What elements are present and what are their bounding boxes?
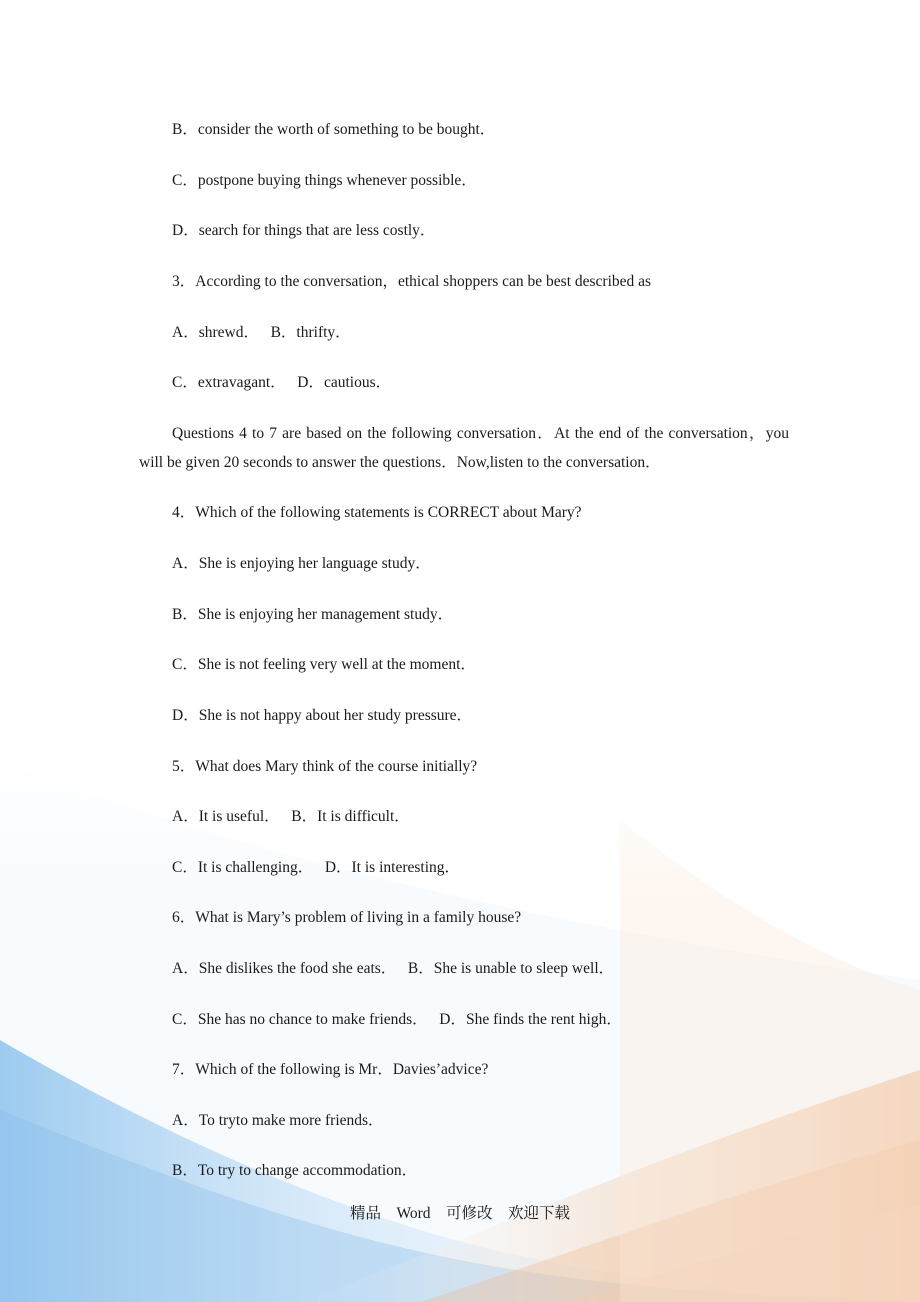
- option-line: A．shrewd． B．thrifty．: [172, 324, 351, 341]
- option-line: A．She dislikes the food she eats． B．She is unable to sleep well．: [172, 960, 615, 977]
- option-line: A．She is enjoying her language study．: [172, 555, 431, 572]
- option-line: B．She is enjoying her management study．: [172, 606, 454, 623]
- question-line: 3．According to the conversation，ethical shoppers can be best described as: [172, 273, 652, 290]
- question-line: 4．Which of the following statements is CORRECT about Mary?: [172, 504, 582, 521]
- page-footer: 精品 Word 可修改 欢迎下载: [349, 1205, 571, 1222]
- question-line: 7．Which of the following is Mr．Davies’advice?: [172, 1061, 489, 1078]
- option-line: C．It is challenging． D．It is interesting．: [172, 859, 461, 876]
- option-line: A．To tryto make more friends．: [172, 1112, 384, 1129]
- option-line: C．She has no chance to make friends． D．She finds the rent high．: [172, 1011, 622, 1028]
- option-line: C．She is not feeling very well at the moment．: [172, 656, 476, 673]
- option-line: C．extravagant． D．cautious．: [172, 374, 392, 391]
- option-line: D．search for things that are less costly．: [172, 222, 436, 239]
- option-line: C．postpone buying things whenever possible．: [172, 172, 477, 189]
- question-line: 5．What does Mary think of the course initially?: [172, 758, 478, 775]
- option-line: B．To try to change accommodation．: [172, 1162, 418, 1179]
- option-line: A．It is useful． B．It is difficult．: [172, 808, 410, 825]
- option-line: D．She is not happy about her study pressure．: [172, 707, 473, 724]
- instruction-paragraph: Questions 4 to 7 are based on the following conversation．At the end of the conversation，you will be given 20 seconds to answer the questions．Now,listen to the conversation．: [139, 425, 789, 471]
- option-line: B．consider the worth of something to be bought．: [172, 121, 496, 138]
- question-line: 6．What is Mary’s problem of living in a family house?: [172, 909, 522, 926]
